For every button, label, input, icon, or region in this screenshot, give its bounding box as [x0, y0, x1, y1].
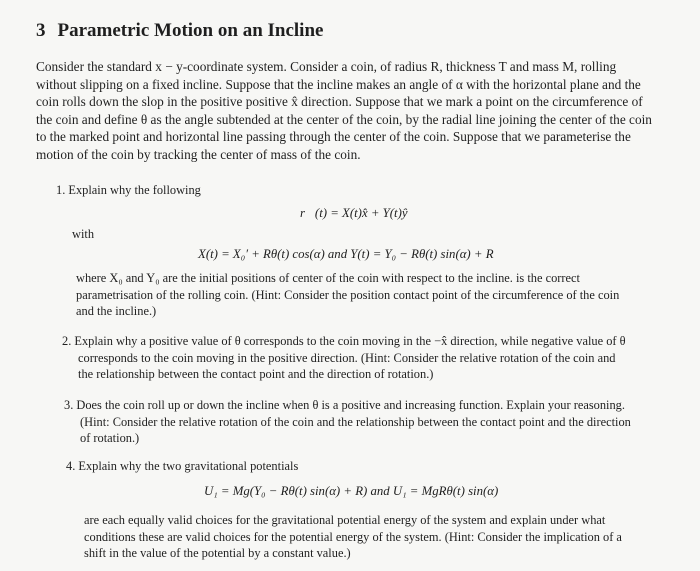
- intro-line: motion of the coin by tracking the center of mass of the coin.: [36, 146, 361, 162]
- question-4-line: shift in the value of the potential by a constant value.): [84, 546, 351, 560]
- intro-paragraph: [36, 58, 656, 164]
- question-3-line: 3. Does the coin roll up or down the incline when θ is a positive and increasing function. Explain your reasoning.: [64, 398, 625, 412]
- section-heading: [36, 20, 323, 42]
- question-3-line: of rotation.): [80, 431, 140, 445]
- section-title: Parametric Motion on an Incline: [57, 20, 324, 41]
- section-number: 3: [36, 20, 46, 41]
- question-4-line: conditions these are valid choices for the potential energy of the system. (Hint: Consider the implication of a: [84, 529, 622, 544]
- question-4-label: 4. Explain why the two gravitational potentials: [66, 459, 299, 473]
- question-2-line: the relationship between the contact point and the direction of rotation.): [78, 367, 434, 381]
- question-1-line: parametrisation of the rolling coin. (Hint: Consider the position contact point of the circumference of the coin: [76, 287, 620, 302]
- intro-line: without slipping on a fixed incline. Suppose that the incline makes an angle of α with the horizontal plane and the: [36, 76, 641, 92]
- intro-line: the coin and define θ as the angle subtended at the center of the coin, by the radial line joining the center of the coin: [36, 111, 652, 127]
- question-1-body: [76, 270, 619, 320]
- intro-line: coin rolls down the slop in the positive positive x̂ direction. Suppose that we mark a point on the circumference of: [36, 94, 643, 110]
- equation-potentials: U₁ = Mg(Y₀ − Rθ(t) sin(α) + R) and U₁ = MgRθ(t) sin(α): [204, 484, 499, 498]
- question-3-line: (Hint: Consider the relative rotation of the coin and the relationship between the contact point and the direction: [80, 414, 631, 429]
- equation-x-y: X(t) = X₀′ + Rθ(t) cos(α) and Y(t) = Y₀ − Rθ(t) sin(α) + R: [198, 247, 494, 261]
- question-3: [64, 397, 631, 447]
- question-4-line: are each equally valid choices for the gravitational potential energy of the system and explain under what: [84, 513, 606, 527]
- intro-line: Consider the standard x − y-coordinate system. Consider a coin, of radius R, thickness T and mass M, rolling: [36, 59, 617, 74]
- question-2-line: corresponds to the coin moving in the positive direction. (Hint: Consider the relative rotation of the coin and: [78, 350, 616, 365]
- question-2: [62, 333, 626, 383]
- equation-position-vector: r⃗(t) = X(t)x̂ + Y(t)ŷ: [300, 206, 408, 220]
- question-2-line: 2. Explain why a positive value of θ corresponds to the coin moving in the −x̂ direction, while negative value of θ: [62, 334, 626, 348]
- intro-line: to the marked point and horizontal line passing through the center of the coin. Suppose that we parameterise the: [36, 129, 631, 145]
- question-1-line: and the incline.): [76, 304, 157, 318]
- question-1-with: with: [72, 227, 95, 241]
- question-1-line: where X₀ and Y₀ are the initial positions of center of the coin with respect to the incline. is the correct: [76, 271, 580, 285]
- question-4-body: [84, 512, 622, 562]
- question-1-label: 1. Explain why the following: [56, 183, 201, 197]
